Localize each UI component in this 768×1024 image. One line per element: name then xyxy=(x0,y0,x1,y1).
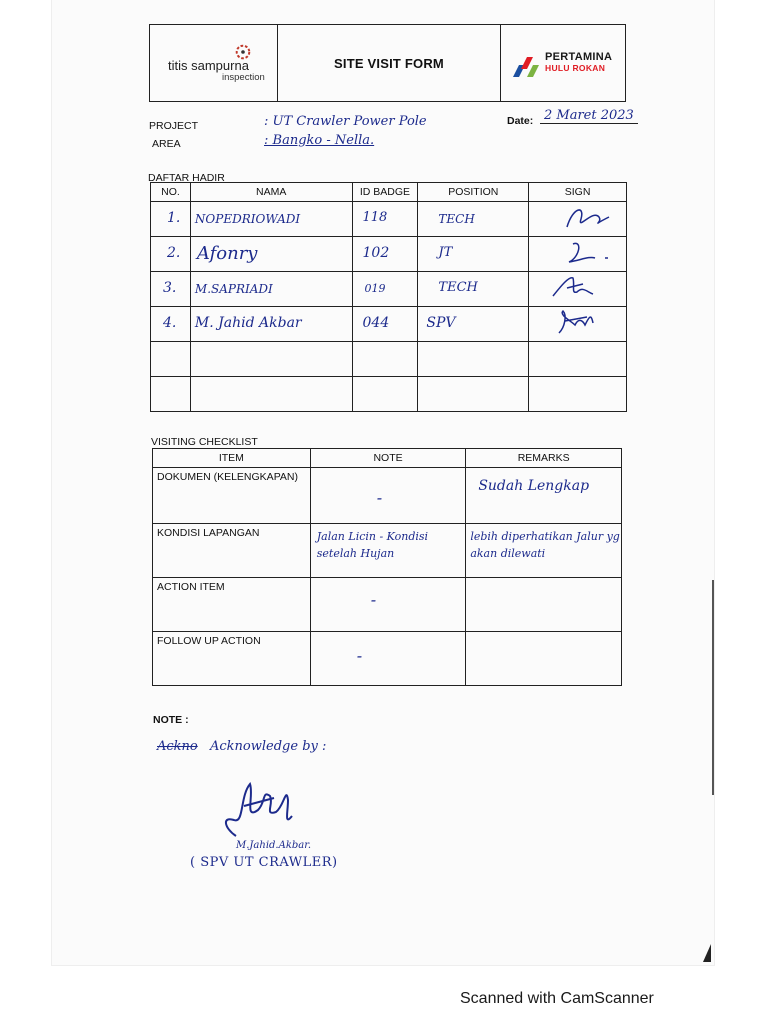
pertamina-logo xyxy=(501,25,625,101)
table-row xyxy=(153,632,622,686)
item-cell: DOKUMEN (KELENGKAPAN) xyxy=(153,468,311,524)
remarks-text: lebih diperhatikan Jalur yg akan dilewati xyxy=(470,530,620,560)
table-row xyxy=(151,377,627,412)
remarks-cell xyxy=(466,524,622,578)
note-text: Jalan Licin - Kondisi setelah Hujan xyxy=(316,530,429,560)
table-row xyxy=(151,272,627,307)
form-header xyxy=(149,24,626,102)
note-label: NOTE : xyxy=(153,714,189,726)
paper-edge xyxy=(712,580,714,795)
struck-word: Ackno xyxy=(157,739,198,754)
item-cell: KONDISI LAPANGAN xyxy=(153,524,311,578)
row-position: SPV xyxy=(426,315,456,331)
item-cell: ACTION ITEM xyxy=(153,578,311,632)
table-row xyxy=(153,468,622,524)
row-position: TECH xyxy=(438,212,475,226)
table-row xyxy=(153,578,622,632)
logo-left-sub: inspection xyxy=(222,72,265,83)
signature-4 xyxy=(549,307,609,339)
signer-role: ( SPV UT CRAWLER) xyxy=(190,855,338,870)
row-no: 4. xyxy=(163,315,177,331)
date-label: Date: xyxy=(507,115,534,127)
col-nama: NAMA xyxy=(190,183,352,202)
note-text: - xyxy=(376,488,383,507)
checklist-section-label: VISITING CHECKLIST xyxy=(151,436,258,448)
col-position: POSITION xyxy=(418,183,529,202)
remarks-cell xyxy=(466,468,622,524)
remarks-cell xyxy=(466,578,622,632)
table-row xyxy=(151,342,627,377)
row-id: 044 xyxy=(362,315,390,331)
titis-sampurna-logo xyxy=(150,25,278,101)
row-nama: M. Jahid Akbar xyxy=(194,315,302,331)
table-row xyxy=(151,202,627,237)
row-position: TECH xyxy=(438,280,478,295)
row-id: 102 xyxy=(362,245,390,261)
col-no: NO. xyxy=(151,183,191,202)
date-value: 2 Maret 2023 xyxy=(540,108,638,124)
row-no: 1. xyxy=(167,210,181,226)
camscanner-watermark: Scanned with CamScanner xyxy=(460,990,654,1007)
col-note: NOTE xyxy=(310,449,466,468)
col-sign: SIGN xyxy=(529,183,627,202)
area-value: : Bangko - Nella. xyxy=(264,133,375,148)
item-cell: FOLLOW UP ACTION xyxy=(153,632,311,686)
signature-3 xyxy=(547,272,607,304)
note-cell xyxy=(310,578,466,632)
row-no: 2. xyxy=(167,245,181,261)
note-cell xyxy=(310,468,466,524)
table-row xyxy=(151,237,627,272)
checklist-table xyxy=(152,448,622,686)
logo-right-sub: HULU ROKAN xyxy=(545,63,606,73)
signature-2 xyxy=(559,238,619,270)
acknowledge-signature xyxy=(214,776,304,846)
checklist-header-row xyxy=(153,449,622,468)
attendance-header-row xyxy=(151,183,627,202)
col-id-badge: ID BADGE xyxy=(352,183,418,202)
row-no: 3. xyxy=(163,280,177,296)
logo-right-name: PERTAMINA xyxy=(545,51,613,63)
attendance-section-label: DAFTAR HADIR xyxy=(148,172,225,184)
corner-mark xyxy=(703,944,711,962)
pertamina-mark-icon xyxy=(511,55,543,79)
attendance-table xyxy=(150,182,627,412)
note-text: - xyxy=(370,590,377,609)
col-remarks: REMARKS xyxy=(466,449,622,468)
signature-1 xyxy=(559,203,619,235)
note-cell xyxy=(310,632,466,686)
row-nama: M.SAPRIADI xyxy=(194,282,273,296)
title-cell xyxy=(278,25,501,101)
note-text: - xyxy=(356,646,363,665)
row-nama: Afonry xyxy=(196,243,258,264)
note-cell xyxy=(310,524,466,578)
logo-left-name: titis sampurna xyxy=(168,58,249,73)
form-title: SITE VISIT FORM xyxy=(334,55,444,71)
col-item: ITEM xyxy=(153,449,311,468)
row-nama: NOPEDRIOWADI xyxy=(194,212,301,226)
project-label: PROJECT xyxy=(149,120,199,132)
row-id: 019 xyxy=(364,282,386,295)
remarks-cell xyxy=(466,632,622,686)
table-row xyxy=(151,307,627,342)
signer-name: M.Jahid.Akbar. xyxy=(236,840,312,851)
acknowledge-text: Acknowledge by : xyxy=(210,739,327,754)
row-position: JT xyxy=(438,245,453,260)
table-row xyxy=(153,524,622,578)
remarks-text: Sudah Lengkap xyxy=(478,478,590,494)
row-id: 118 xyxy=(362,210,388,225)
project-value: : UT Crawler Power Pole xyxy=(264,114,427,129)
area-label: AREA xyxy=(152,138,181,150)
